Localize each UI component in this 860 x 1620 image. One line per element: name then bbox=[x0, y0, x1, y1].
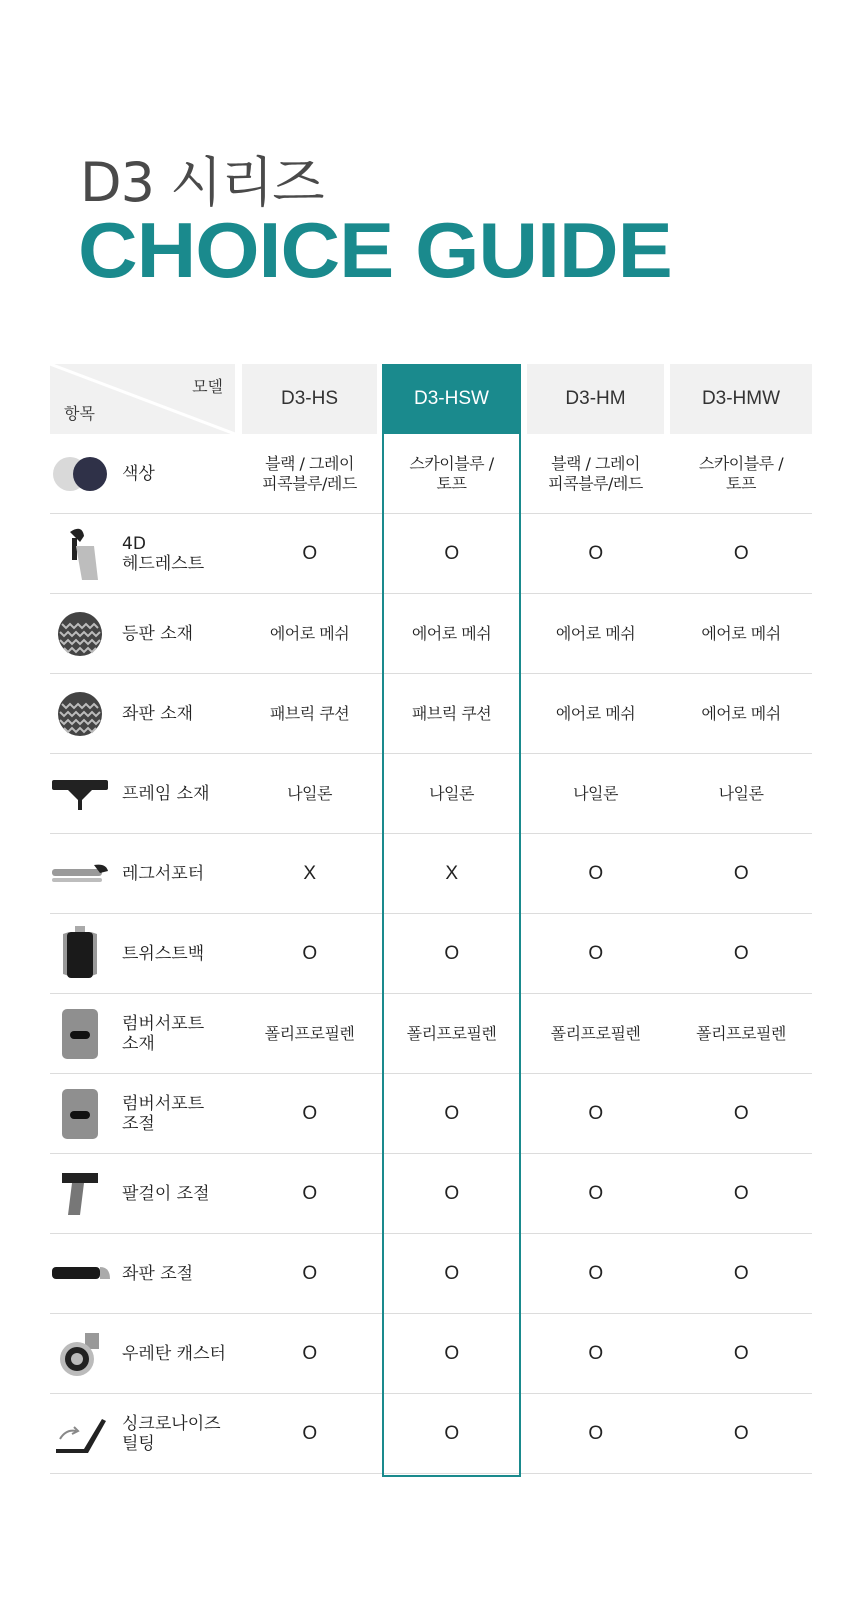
tilting-icon bbox=[50, 1394, 110, 1474]
table-cell: O bbox=[588, 1343, 603, 1365]
table-row bbox=[50, 434, 812, 514]
comparison-table bbox=[50, 364, 812, 1474]
row-label: 좌판 조절 bbox=[122, 1263, 194, 1284]
table-cell: 패브릭 쿠션 bbox=[411, 704, 492, 723]
table-cell: O bbox=[588, 863, 603, 885]
header-model-d3-hsw: D3-HSW bbox=[382, 364, 521, 434]
header-corner bbox=[50, 364, 235, 434]
row-label: 럼버서포트 조절 bbox=[122, 1093, 205, 1134]
table-cell: 나일론 bbox=[287, 784, 332, 803]
table-row bbox=[50, 594, 812, 674]
twist-back-icon bbox=[50, 914, 110, 994]
leg-support-icon bbox=[50, 834, 110, 914]
mesh-seat-icon bbox=[50, 674, 110, 754]
page-title: CHOICE GUIDE bbox=[78, 206, 672, 294]
table-cell: O bbox=[302, 1103, 317, 1125]
row-label: 레그서포터 bbox=[122, 863, 205, 884]
table-cell: O bbox=[588, 543, 603, 565]
table-cell: 스카이블루 / 토프 bbox=[698, 454, 784, 493]
table-cell: 에어로 메쉬 bbox=[701, 704, 781, 723]
table-row bbox=[50, 994, 812, 1074]
table-cell: 에어로 메쉬 bbox=[701, 624, 781, 643]
table-cell: O bbox=[302, 1343, 317, 1365]
caster-icon bbox=[50, 1314, 110, 1394]
table-cell: O bbox=[733, 943, 749, 965]
table-cell: O bbox=[733, 1423, 749, 1445]
header-model-label: 모델 bbox=[192, 377, 223, 396]
table-cell: 에어로 메쉬 bbox=[269, 624, 350, 643]
table-cell: O bbox=[588, 943, 603, 965]
table-row bbox=[50, 914, 812, 994]
table-row bbox=[50, 1154, 812, 1234]
table-cell: O bbox=[302, 1423, 317, 1445]
table-cell: O bbox=[588, 1103, 603, 1125]
table-row bbox=[50, 1074, 812, 1154]
table-cell: O bbox=[302, 943, 317, 965]
table-cell: O bbox=[733, 863, 749, 885]
table-body bbox=[50, 434, 812, 1474]
table-cell: O bbox=[444, 543, 459, 565]
table-cell: O bbox=[302, 1263, 317, 1285]
row-label: 프레임 소재 bbox=[122, 783, 210, 804]
table-cell: 패브릭 쿠션 bbox=[269, 704, 350, 723]
lumbar-material-icon bbox=[50, 994, 110, 1074]
table-row bbox=[50, 834, 812, 914]
table-row bbox=[50, 1234, 812, 1314]
table-cell: O bbox=[302, 543, 317, 565]
table-cell: 스카이블루 / 토프 bbox=[409, 454, 494, 493]
table-cell: 폴리프로필렌 bbox=[696, 1024, 786, 1043]
table-cell: 블랙 / 그레이 피콕블루/레드 bbox=[548, 454, 643, 493]
table-cell: 폴리프로필렌 bbox=[550, 1024, 641, 1043]
table-cell: X bbox=[303, 863, 316, 885]
table-cell: X bbox=[445, 863, 458, 885]
color-swatch-icon bbox=[50, 434, 110, 514]
header-item-label: 항목 bbox=[64, 404, 95, 423]
table-cell: O bbox=[444, 943, 459, 965]
table-cell: O bbox=[444, 1183, 459, 1205]
row-label: 색상 bbox=[122, 463, 155, 484]
mesh-back-icon bbox=[50, 594, 110, 674]
series-title: D3 시리즈 bbox=[80, 151, 324, 214]
frame-icon bbox=[50, 754, 110, 834]
table-cell: O bbox=[733, 1343, 749, 1365]
armrest-icon bbox=[50, 1154, 110, 1234]
lumbar-adjust-icon bbox=[50, 1074, 110, 1154]
header-model-d3-hs: D3-HS bbox=[242, 364, 377, 434]
row-label: 좌판 소재 bbox=[122, 703, 194, 724]
table-cell: O bbox=[444, 1103, 459, 1125]
table-cell: O bbox=[733, 1263, 749, 1285]
table-cell: 나일론 bbox=[573, 784, 618, 803]
table-row bbox=[50, 754, 812, 834]
header-model-d3-hmw: D3-HMW bbox=[670, 364, 812, 434]
row-label: 트위스트백 bbox=[122, 943, 205, 964]
table-cell: 에어로 메쉬 bbox=[555, 624, 636, 643]
table-cell: O bbox=[733, 543, 749, 565]
row-label: 등판 소재 bbox=[122, 623, 194, 644]
table-cell: O bbox=[733, 1183, 749, 1205]
table-cell: 폴리프로필렌 bbox=[406, 1024, 497, 1043]
table-header bbox=[50, 364, 812, 434]
row-label: 팔걸이 조절 bbox=[122, 1183, 210, 1204]
table-cell: O bbox=[588, 1263, 603, 1285]
table-cell: O bbox=[733, 1103, 749, 1125]
row-label: 4D 헤드레스트 bbox=[122, 533, 205, 574]
table-row bbox=[50, 1314, 812, 1394]
table-cell: 에어로 메쉬 bbox=[555, 704, 636, 723]
table-cell: O bbox=[588, 1423, 603, 1445]
headrest-icon bbox=[50, 514, 110, 594]
row-label: 싱크로나이즈 틸팅 bbox=[122, 1413, 221, 1454]
table-cell: O bbox=[444, 1423, 459, 1445]
table-cell: O bbox=[302, 1183, 317, 1205]
table-cell: 폴리프로필렌 bbox=[264, 1024, 355, 1043]
table-cell: 블랙 / 그레이 피콕블루/레드 bbox=[262, 454, 357, 493]
table-cell: 에어로 메쉬 bbox=[411, 624, 492, 643]
table-cell: O bbox=[444, 1263, 459, 1285]
header-model-d3-hm: D3-HM bbox=[527, 364, 664, 434]
table-row bbox=[50, 674, 812, 754]
row-label: 우레탄 캐스터 bbox=[122, 1343, 226, 1364]
table-cell: 나일론 bbox=[718, 784, 764, 803]
table-cell: O bbox=[588, 1183, 603, 1205]
table-row bbox=[50, 1394, 812, 1474]
table-row bbox=[50, 514, 812, 594]
seat-adjust-icon bbox=[50, 1234, 110, 1314]
table-cell: 나일론 bbox=[429, 784, 474, 803]
row-label: 럼버서포트 소재 bbox=[122, 1013, 205, 1054]
table-cell: O bbox=[444, 1343, 459, 1365]
